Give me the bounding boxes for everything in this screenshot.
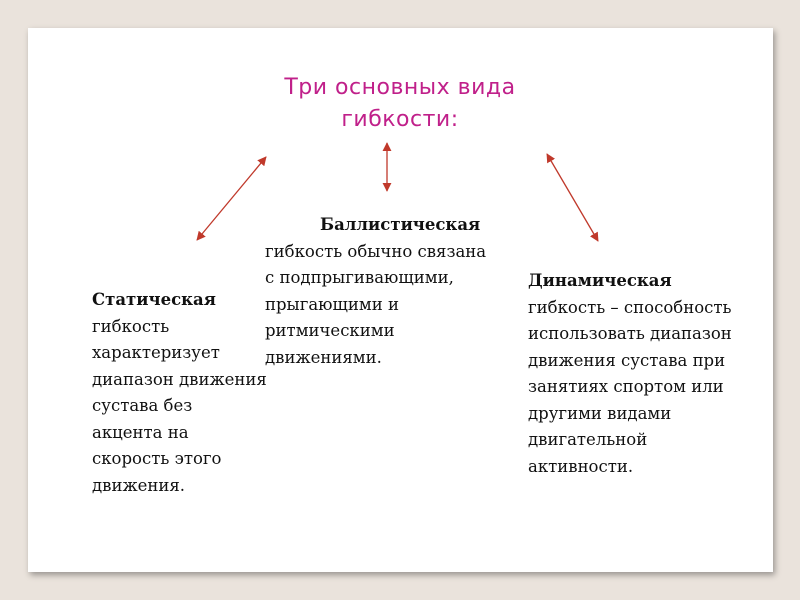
static-heading: Статическая [92, 290, 216, 309]
dynamic-body: гибкость – способность использовать диапазон движения сустава при занятиях спортом или другими видами двигательной активности. [528, 297, 732, 476]
ballistic-heading: Баллистическая [320, 215, 481, 234]
ballistic-body: гибкость обычно связана с подпрыгивающими, прыгающими и ритмическими движениями. [265, 241, 487, 367]
dynamic-flexibility-block [528, 268, 743, 480]
static-body: гибкость характеризует диапазон движения сустава без акцента на скорость этого движения. [92, 316, 267, 495]
diagram-title: Три основных вида гибкости: [284, 75, 516, 132]
static-flexibility-block [92, 287, 267, 499]
dynamic-heading: Динамическая [528, 271, 672, 290]
ballistic-flexibility-block [265, 212, 490, 371]
